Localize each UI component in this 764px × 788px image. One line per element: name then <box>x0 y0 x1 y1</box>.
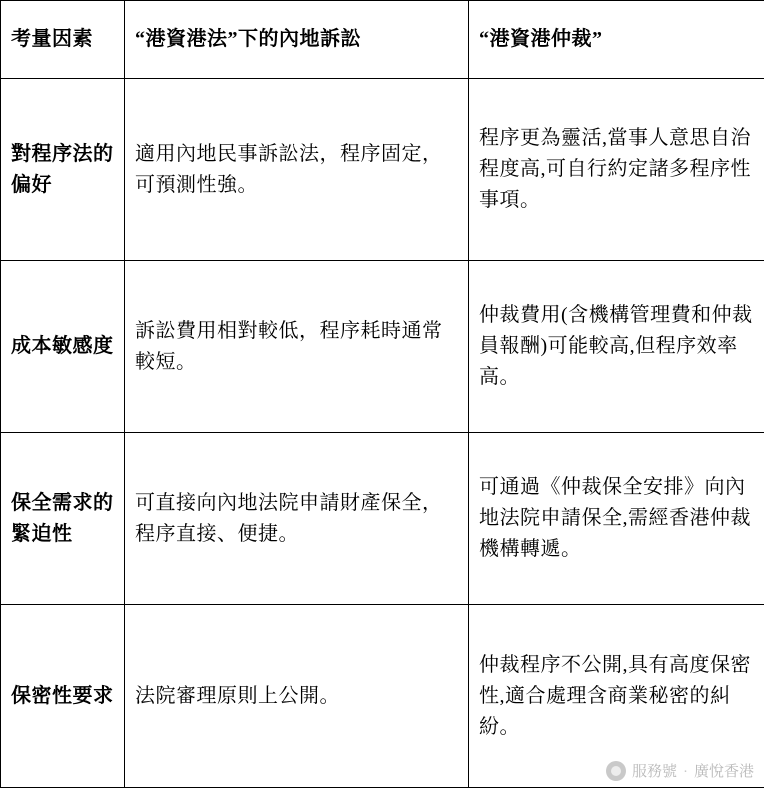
cell-litigation: 適用內地民事訴訟法，程序固定，可預測性強。 <box>125 79 469 261</box>
cell-arbitration: 程序更為靈活,當事人意思自治程度高,可自行約定諸多程序性事項。 <box>469 79 764 261</box>
cell-litigation: 訴訟費用相對較低，程序耗時通常較短。 <box>125 261 469 433</box>
table-header-row <box>1 1 764 79</box>
cell-arbitration: 可通過《仲裁保全安排》向內地法院申請保全,需經香港仲裁機構轉遞。 <box>469 433 764 605</box>
cell-factor: 保全需求的緊迫性 <box>1 433 125 605</box>
watermark-account-name: 廣悅香港 <box>694 760 754 781</box>
cell-litigation: 法院審理原則上公開。 <box>125 605 469 788</box>
table-row <box>1 605 764 788</box>
column-header-factor: 考量因素 <box>1 1 125 79</box>
column-header-arbitration: “港資港仲裁” <box>469 1 764 79</box>
cell-factor: 成本敏感度 <box>1 261 125 433</box>
cell-factor: 保密性要求 <box>1 605 125 788</box>
cell-litigation: 可直接向內地法院申請財產保全，程序直接、便捷。 <box>125 433 469 605</box>
watermark-prefix: 服務號 <box>632 760 677 781</box>
column-header-litigation: “港資港法”下的內地訴訟 <box>125 1 469 79</box>
table-row <box>1 433 764 605</box>
table-row <box>1 79 764 261</box>
watermark-separator: · <box>683 762 688 779</box>
cell-arbitration: 仲裁程序不公開,具有高度保密性,適合處理含商業秘密的糾紛。 <box>469 605 764 788</box>
cell-arbitration: 仲裁費用(含機構管理費和仲裁員報酬)可能較高,但程序效率高。 <box>469 261 764 433</box>
cell-factor: 對程序法的偏好 <box>1 79 125 261</box>
table-row <box>1 261 764 433</box>
